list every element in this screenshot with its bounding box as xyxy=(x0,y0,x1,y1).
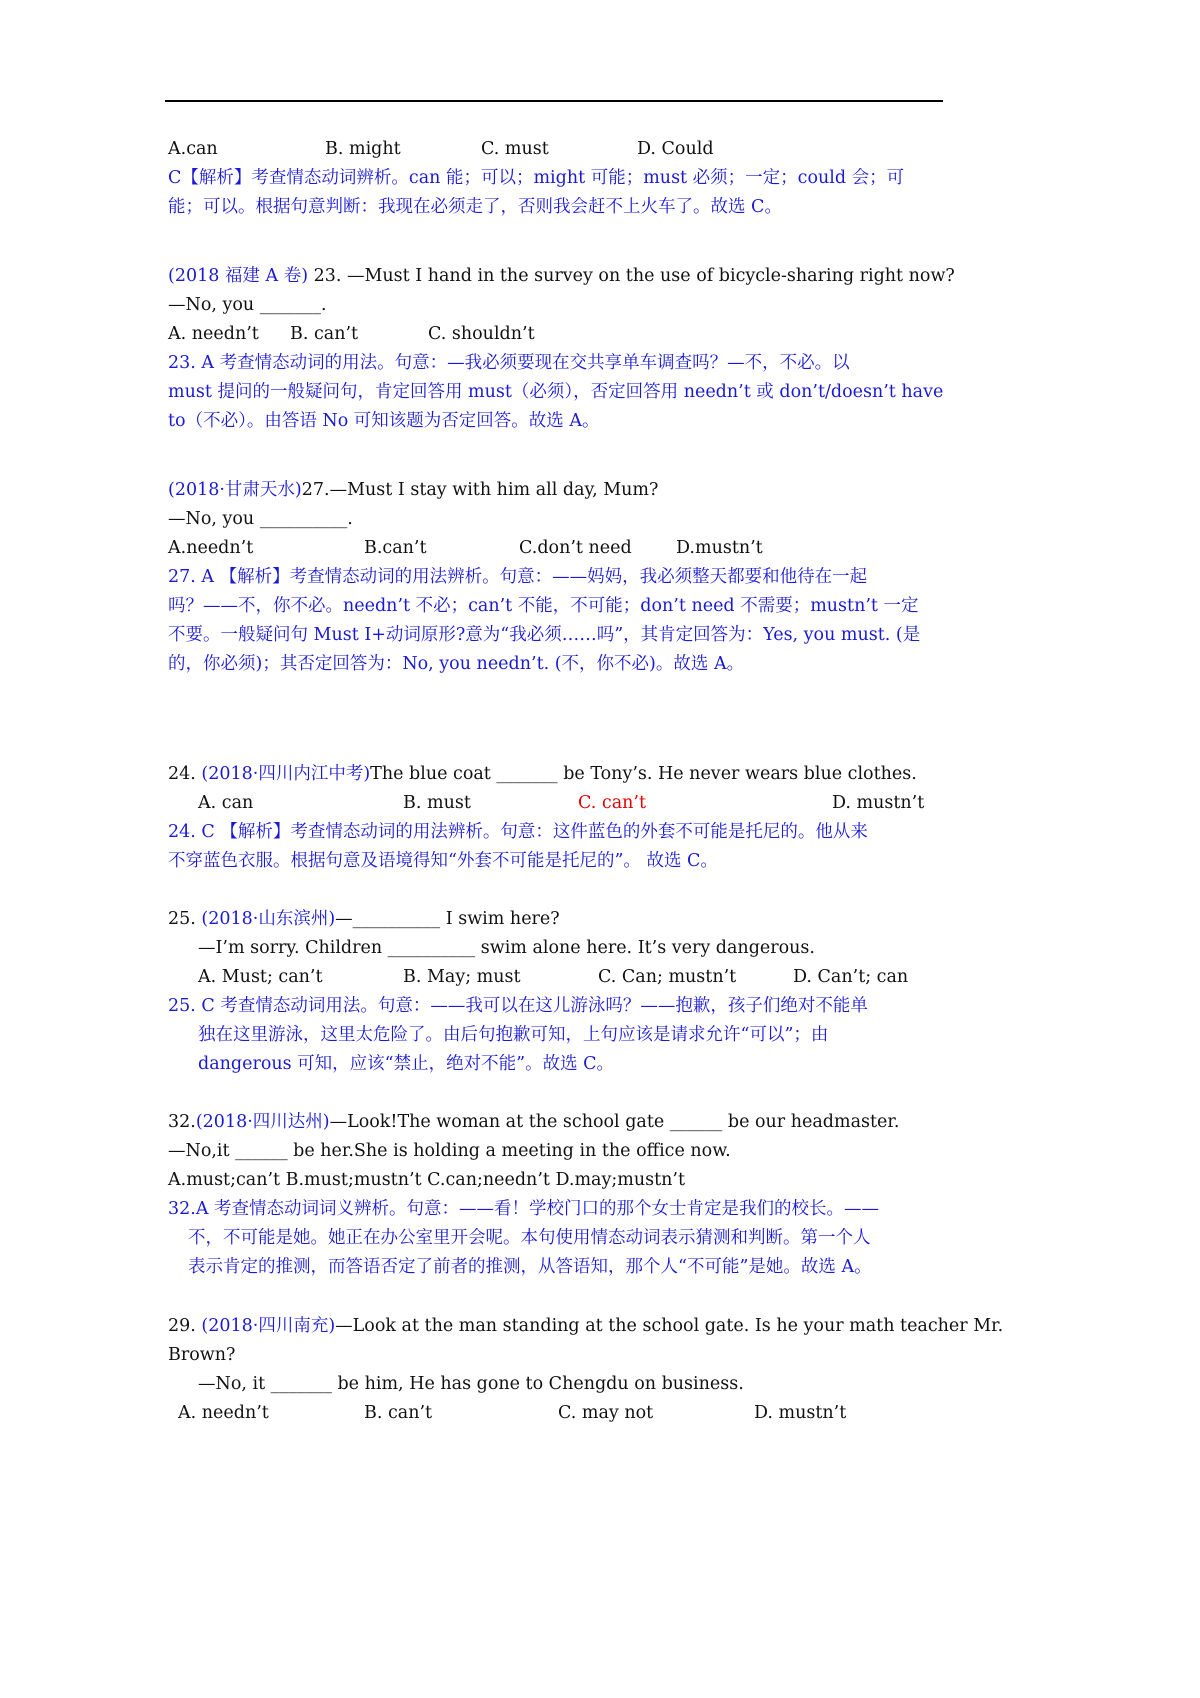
q5-option-a: A. Must; can’t xyxy=(198,967,323,987)
header-rule xyxy=(165,100,943,102)
q7-stem-continued: Brown? xyxy=(168,1345,236,1365)
q2-analysis-line: must 提问的一般疑问句，肯定回答用 must（必须），否定回答用 needn’t 或 don’t/doesn’t have xyxy=(168,382,944,402)
q2-reply: —No, you _______. xyxy=(168,295,327,315)
q6-analysis-line: 不，不可能是她。她正在办公室里开会呢。本句使用情态动词表示猜测和判断。第一个人 xyxy=(188,1228,871,1248)
q3-stem: 27.—Must I stay with him all day, Mum? xyxy=(301,480,659,500)
q4-question xyxy=(168,760,917,789)
q3-analysis-line: 27. A 【解析】考查情态动词的用法辨析。句意：——妈妈，我必须整天都要和他待在一起 xyxy=(168,567,868,587)
q3-analysis-line: 不要。一般疑问句 Must I+动词原形?意为“我必须……吗”，其肯定回答为：Yes, you must. (是 xyxy=(168,625,921,645)
q1-option-d: D. Could xyxy=(637,139,714,159)
q7-number: 29. xyxy=(168,1316,202,1336)
q5-stem: —__________ I swim here? xyxy=(335,909,560,929)
q6-question xyxy=(168,1108,899,1137)
q4-analysis-line: 24. C 【解析】考查情态动词的用法辨析。句意：这件蓝色的外套不可能是托尼的。他从来 xyxy=(168,822,868,842)
q7-source: (2018·四川南充) xyxy=(201,1316,336,1336)
q4-stem: The blue coat _______ be Tony’s. He never wears blue clothes. xyxy=(370,764,917,784)
q2-option-a: A. needn’t xyxy=(168,324,259,344)
q4-option-b: B. must xyxy=(403,793,471,813)
q4-option-c: C. can’t xyxy=(578,793,646,813)
q3-option-b: B.can’t xyxy=(364,538,427,558)
q2-stem: 23. —Must I hand in the survey on the use of bicycle-sharing right now? xyxy=(308,266,955,286)
q1-option-c: C. must xyxy=(481,139,549,159)
q5-number: 25. xyxy=(168,909,202,929)
q3-option-d: D.mustn’t xyxy=(676,538,763,558)
q4-analysis-line: 不穿蓝色衣服。根据句意及语境得知“外套不可能是托尼的”。 故选 C。 xyxy=(168,851,718,871)
q6-source: (2018·四川达州) xyxy=(195,1112,330,1132)
q5-option-d: D. Can’t; can xyxy=(793,967,909,987)
q3-question xyxy=(168,476,658,505)
q5-option-b: B. May; must xyxy=(403,967,521,987)
q6-stem: —Look!The woman at the school gate ______ be our headmaster. xyxy=(329,1112,900,1132)
q3-option-a: A.needn’t xyxy=(168,538,254,558)
q6-options: A.must;can’t B.must;mustn’t C.can;needn’t D.may;mustn’t xyxy=(168,1170,686,1190)
q2-analysis-line: 23. A 考查情态动词的用法。句意：—我必须要现在交共享单车调查吗？—不，不必。以 xyxy=(168,353,850,373)
q4-number: 24. xyxy=(168,764,202,784)
q7-option-d: D. mustn’t xyxy=(754,1403,847,1423)
q3-analysis-line: 吗？——不，你不必。needn’t 不必；can’t 不能，不可能；don’t need 不需要；mustn’t 一定 xyxy=(168,596,919,616)
q7-reply: —No, it _______ be him, He has gone to Chengdu on business. xyxy=(198,1374,744,1394)
q6-analysis-line: 32.A 考查情态动词词义辨析。句意：——看！学校门口的那个女士肯定是我们的校长。—— xyxy=(168,1199,880,1219)
q2-analysis-line: to（不必）。由答语 No 可知该题为否定回答。故选 A。 xyxy=(168,411,600,431)
q1-option-a: A.can xyxy=(168,139,218,159)
q7-question xyxy=(168,1312,1003,1341)
q5-question xyxy=(168,905,560,934)
q2-option-c: C. shouldn’t xyxy=(428,324,535,344)
q6-number: 32. xyxy=(168,1112,196,1132)
q3-analysis-line: 的，你必须)；其否定回答为：No, you needn’t. (不，你不必)。故选 A。 xyxy=(168,654,745,674)
q4-source: (2018·四川内江中考) xyxy=(201,764,371,784)
q2-option-b: B. can’t xyxy=(290,324,359,344)
q5-analysis-line: 25. C 考查情态动词用法。句意：——我可以在这儿游泳吗？——抱歉，孩子们绝对不能单 xyxy=(168,996,868,1016)
q4-option-d: D. mustn’t xyxy=(832,793,925,813)
q7-option-a: A. needn’t xyxy=(178,1403,269,1423)
q5-reply: —I’m sorry. Children __________ swim alone here. It’s very dangerous. xyxy=(198,938,815,958)
q3-option-c: C.don’t need xyxy=(519,538,632,558)
q2-source: (2018 福建 A 卷) xyxy=(168,266,309,286)
q7-option-c: C. may not xyxy=(558,1403,654,1423)
q1-option-b: B. might xyxy=(325,139,401,159)
q3-source: (2018·甘肃天水) xyxy=(168,480,302,500)
q3-reply: —No, you __________. xyxy=(168,509,353,529)
q1-analysis-line: 能；可以。根据句意判断：我现在必须走了，否则我会赶不上火车了。故选 C。 xyxy=(168,197,782,217)
q6-analysis-line: 表示肯定的推测，而答语否定了前者的推测，从答语知，那个人“不可能”是她。故选 A。 xyxy=(188,1257,872,1277)
q6-reply: —No,it ______ be her.She is holding a meeting in the office now. xyxy=(168,1141,731,1161)
q1-analysis-line: C【解析】考查情态动词辨析。can 能；可以；might 可能；must 必须；一定；could 会；可 xyxy=(168,168,905,188)
q7-stem: —Look at the man standing at the school gate. Is he your math teacher Mr. xyxy=(335,1316,1004,1336)
q4-option-a: A. can xyxy=(198,793,254,813)
q5-analysis-line: 独在这里游泳，这里太危险了。由后句抱歉可知，上句应该是请求允许“可以”；由 xyxy=(198,1025,829,1045)
q2-question xyxy=(168,262,955,291)
q5-option-c: C. Can; mustn’t xyxy=(598,967,737,987)
q7-option-b: B. can’t xyxy=(364,1403,433,1423)
q5-source: (2018·山东滨州) xyxy=(201,909,336,929)
q5-analysis-line: dangerous 可知，应该“禁止，绝对不能”。故选 C。 xyxy=(198,1054,615,1074)
